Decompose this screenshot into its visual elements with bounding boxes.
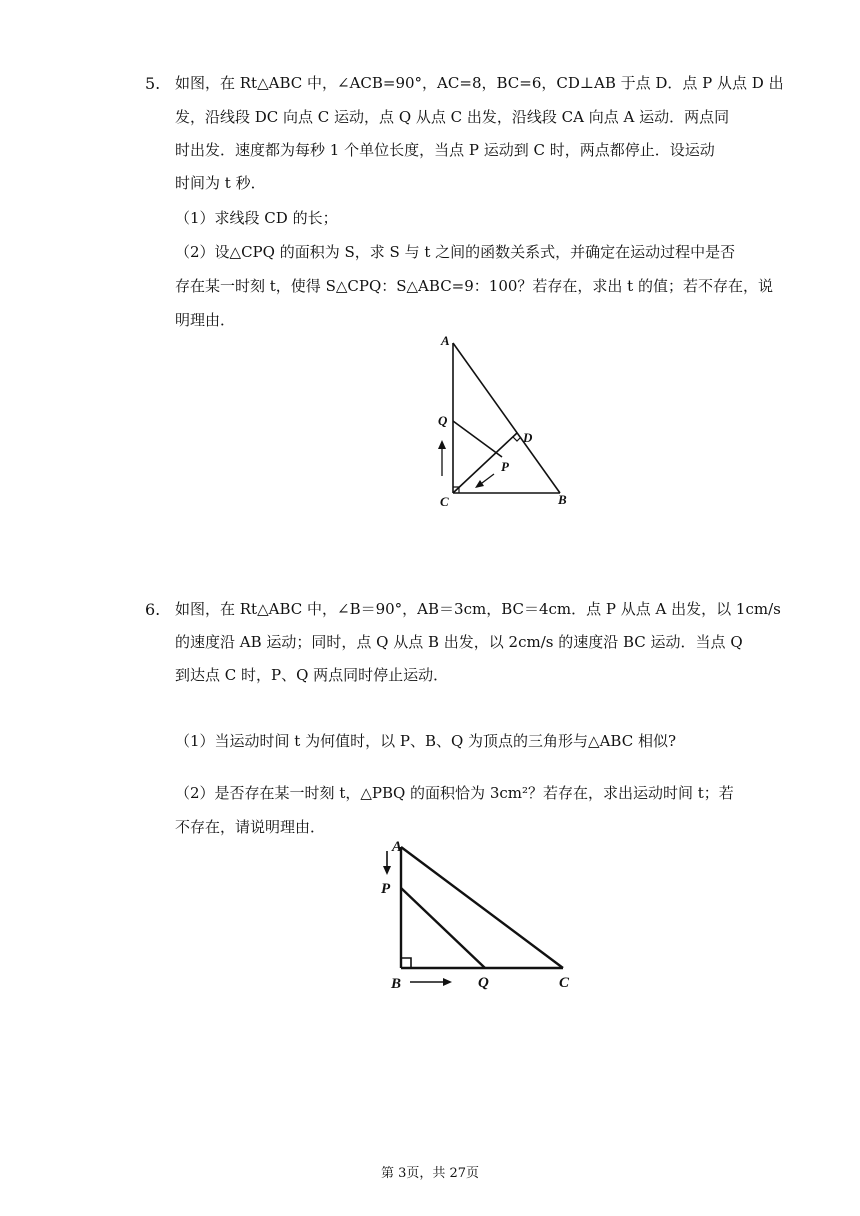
label-c: C [559,975,570,991]
segment-ac [401,847,563,968]
right-angle-b [401,958,411,968]
problem-6-figure [375,835,580,995]
arrow-p-head [475,480,484,488]
label-q: Q [438,413,448,428]
problem-6-question-1: （1）当运动时间 t 为何值时，以 P、B、Q 为顶点的三角形与△ABC 相似? [175,732,677,750]
problem-5-figure [430,330,580,515]
label-b: B [558,492,567,507]
problem-5-line-4: 时间为 t 秒． [175,174,266,192]
right-angle-d [513,437,521,441]
label-p: P [381,881,391,897]
arrow-down-head [383,866,391,875]
page-footer: 第 3页，共 27页 [380,1166,480,1181]
label-q: Q [478,975,489,991]
problem-6-line-2: 的速度沿 AB 运动；同时，点 Q 从点 B 出发，以 2cm/s 的速度沿 BC 运动．当点 Q [175,633,743,651]
label-b: B [391,976,402,992]
segment-qp [453,421,502,457]
problem-5-line-1: 如图，在 Rt△ABC 中，∠ACB=90°，AC=8，BC=6，CD⊥AB 于点 D．点 P 从点 D 出 [175,74,784,92]
problem-6-line-3: 到达点 C 时，P、Q 两点同时停止运动． [175,666,449,684]
label-a: A [441,333,450,348]
problem-6-number: 6. [145,600,161,619]
problem-6-line-1: 如图，在 Rt△ABC 中，∠B＝90°，AB＝3cm，BC＝4cm．点 P 从点 A 出发，以 1cm/s [175,600,781,618]
label-a: A [392,839,403,855]
problem-5-question-2-line-1: （2）设△CPQ 的面积为 S，求 S 与 t 之间的函数关系式，并确定在运动过程中是否 [175,243,736,261]
arrow-up-head [438,440,446,449]
arrow-right-head [443,978,452,986]
problem-5-question-2-line-3: 明理由． [175,311,236,329]
problem-5-question-2-line-2: 存在某一时刻 t，使得 S△CPQ：S△ABC=9：100？若存在，求出 t 的值；若不存在，说 [175,277,773,295]
problem-6-question-2-line-1: （2）是否存在某一时刻 t，△PBQ 的面积恰为 3cm²？若存在，求出运动时间 t；若 [175,784,734,802]
problem-5-line-3: 时出发．速度都为每秒 1 个单位长度，当点 P 运动到 C 时，两点都停止．设运动 [175,141,715,159]
problem-5-line-2: 发，沿线段 DC 向点 C 运动，点 Q 从点 C 出发，沿线段 CA 向点 A 运动．两点同 [175,108,730,126]
problem-6-question-2-line-2: 不存在，请说明理由． [175,818,326,836]
label-d: D [523,430,533,445]
problem-5-question-1: （1）求线段 CD 的长； [175,209,338,227]
label-p: P [501,459,509,474]
problem-5-number: 5. [145,74,161,93]
label-c: C [440,494,449,509]
